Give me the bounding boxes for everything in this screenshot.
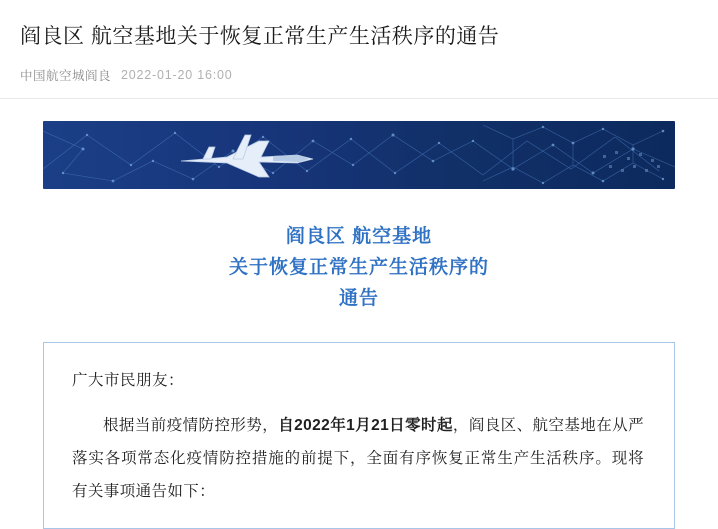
paragraph-part-1: 根据当前疫情防控形势， — [103, 417, 279, 434]
salutation: 广大市民朋友： — [72, 372, 185, 389]
paragraph-emphasis: 自2022年1月21日零时起 — [278, 417, 453, 434]
header-divider — [0, 98, 718, 99]
document-heading — [99, 221, 619, 314]
aviation-banner — [43, 121, 675, 189]
article-meta — [0, 52, 718, 84]
article-source: 中国航空城阎良 — [20, 69, 112, 83]
article-date: 2022-01-20 16:00 — [121, 68, 233, 82]
document-heading-line3: 通告 — [338, 288, 379, 309]
notice-body-box — [43, 342, 675, 529]
page-title: 阎良区 航空基地关于恢复正常生产生活秩序的通告 — [20, 25, 500, 48]
notice-paragraph — [72, 409, 644, 508]
document-heading-line2: 关于恢复正常生产生活秩序的 — [228, 257, 489, 278]
network-mesh-graphic — [43, 121, 675, 189]
paragraph-part-2: ，阎良区、航空基地在从严落实各项常态化疫情防控措施的前提下，全面有序恢复正常生产生活秩序。现将有关事项通告如下： — [72, 417, 644, 500]
fighter-jet-icon — [173, 129, 323, 181]
document-heading-line1: 阎良区 航空基地 — [285, 226, 433, 247]
